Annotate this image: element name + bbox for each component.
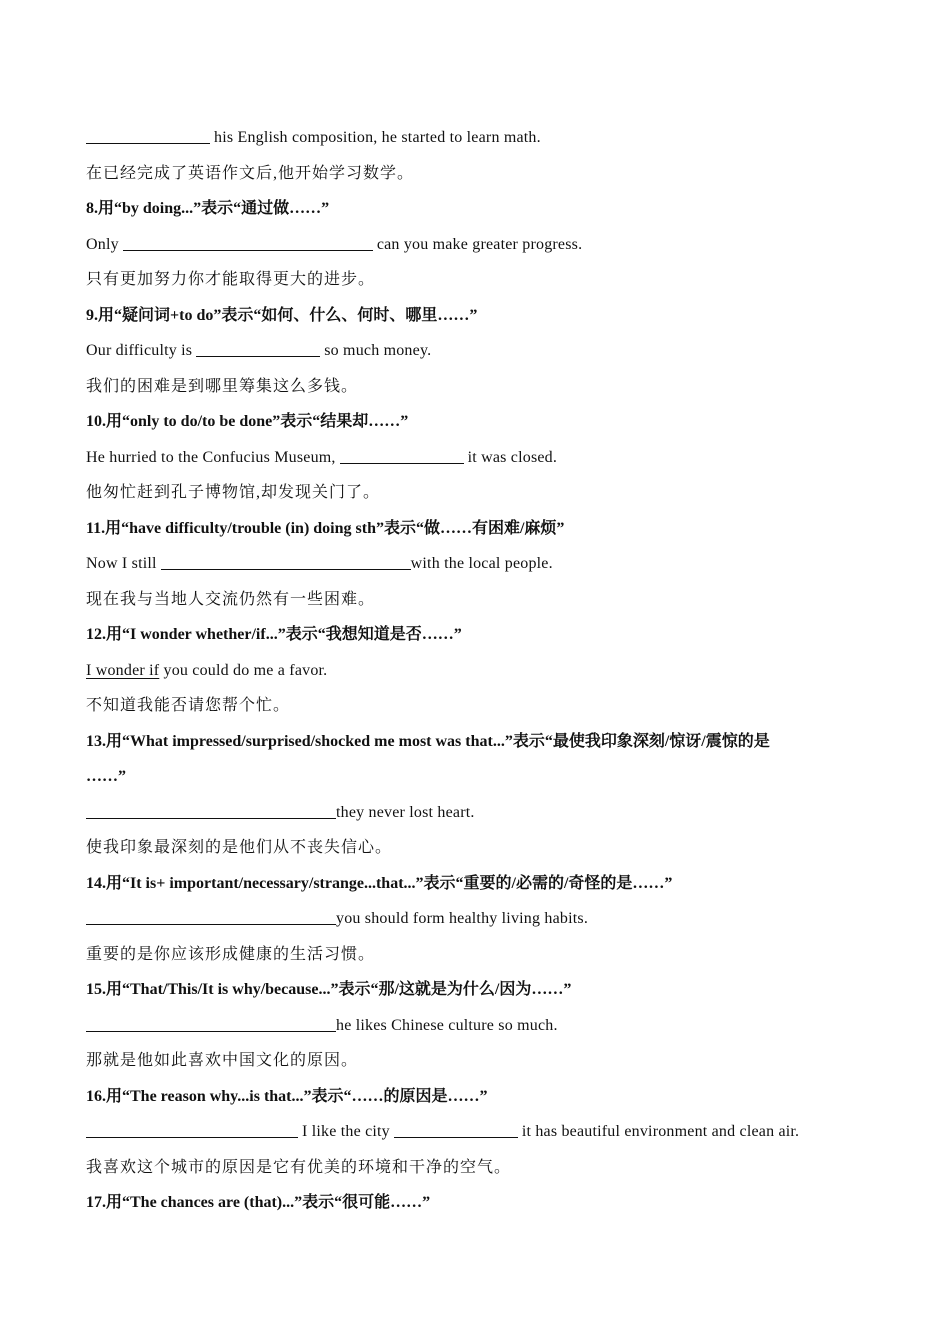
exercise-sentence-12 xyxy=(86,653,876,689)
sentence-text: Only xyxy=(86,235,119,253)
heading-15: 15.用“That/This/It is why/because...”表示“那/这就是为什么/因为……” xyxy=(86,981,572,998)
sentence-text: you could do me a favor. xyxy=(159,661,328,679)
answer-blank[interactable] xyxy=(340,449,464,464)
answer-blank[interactable] xyxy=(86,1123,298,1138)
translation-11: 现在我与当地人交流仍然有一些困难。 xyxy=(86,590,376,608)
sentence-text: it was closed. xyxy=(467,448,558,466)
heading-11: 11.用“have difficulty/trouble (in) doing sth”表示“做……有困难/麻烦” xyxy=(86,519,565,537)
answer-blank[interactable] xyxy=(123,236,373,251)
heading-16: 16.用“The reason why...is that...”表示“……的原因是……” xyxy=(86,1087,488,1105)
heading-10: 10.用“only to do/to be done”表示“结果却……” xyxy=(86,413,409,430)
exercise-sentence-15 xyxy=(86,1008,876,1044)
sentence-text: Now I still xyxy=(86,555,157,572)
translation-10: 他匆忙赶到孔子博物馆,却发现关门了。 xyxy=(86,484,381,501)
underlined-answer: I wonder if xyxy=(86,661,160,679)
sentence-text: Our difficulty is xyxy=(86,342,193,359)
heading-17: 17.用“The chances are (that)...”表示“很可能……” xyxy=(86,1194,431,1211)
heading-8: 8.用“by doing...”表示“通过做……” xyxy=(86,200,330,217)
answer-blank[interactable] xyxy=(86,1017,336,1032)
heading-13-continued: ……” xyxy=(86,768,126,785)
sentence-text: I like the city xyxy=(302,1123,390,1140)
sentence-text: he likes Chinese culture so much. xyxy=(336,1016,558,1034)
translation-7: 在已经完成了英语作文后,他开始学习数学。 xyxy=(86,164,415,182)
exercise-sentence-14 xyxy=(86,901,876,937)
heading-14: 14.用“It is+ important/necessary/strange...that...”表示“重要的/必需的/奇怪的是……” xyxy=(86,874,673,892)
exercise-sentence-13 xyxy=(86,795,876,831)
sentence-text: He hurried to the Confucius Museum, xyxy=(86,448,336,466)
translation-16: 我喜欢这个城市的原因是它有优美的环境和干净的空气。 xyxy=(86,1158,512,1176)
heading-9: 9.用“疑问词+to do”表示“如何、什么、何时、哪里……” xyxy=(86,306,478,324)
answer-blank[interactable] xyxy=(161,555,411,570)
translation-8: 只有更加努力你才能取得更大的进步。 xyxy=(86,271,376,288)
sentence-text: so much money. xyxy=(324,342,432,359)
exercise-sentence-9 xyxy=(86,333,876,369)
answer-blank[interactable] xyxy=(86,129,210,144)
translation-13: 使我印象最深刻的是他们从不丧失信心。 xyxy=(86,839,393,856)
translation-15: 那就是他如此喜欢中国文化的原因。 xyxy=(86,1052,359,1069)
translation-12: 不知道我能否请您帮个忙。 xyxy=(86,697,291,714)
sentence-text: they never lost heart. xyxy=(336,803,475,821)
sentence-text: can you make greater progress. xyxy=(376,235,583,253)
sentence-text: you should form healthy living habits. xyxy=(336,910,589,927)
exercise-sentence-7 xyxy=(86,120,876,156)
exercise-sentence-11 xyxy=(86,546,876,582)
worksheet-page xyxy=(86,120,876,1221)
answer-blank[interactable] xyxy=(86,804,336,819)
heading-13: 13.用“What impressed/surprised/shocked me most was that...”表示“最使我印象深刻/惊讶/震惊的是 xyxy=(86,732,770,750)
sentence-text: with the local people. xyxy=(410,555,553,572)
sentence-text: it has beautiful environment and clean air. xyxy=(521,1123,800,1140)
heading-12: 12.用“I wonder whether/if...”表示“我想知道是否……” xyxy=(86,626,462,643)
exercise-sentence-16 xyxy=(86,1114,876,1150)
sentence-text: his English composition, he started to learn math. xyxy=(214,129,541,146)
exercise-sentence-10 xyxy=(86,440,876,476)
answer-blank[interactable] xyxy=(394,1123,518,1138)
translation-9: 我们的困难是到哪里筹集这么多钱。 xyxy=(86,377,359,395)
answer-blank[interactable] xyxy=(86,910,336,925)
answer-blank[interactable] xyxy=(196,342,320,357)
translation-14: 重要的是你应该形成健康的生活习惯。 xyxy=(86,945,376,963)
exercise-sentence-8 xyxy=(86,227,876,263)
